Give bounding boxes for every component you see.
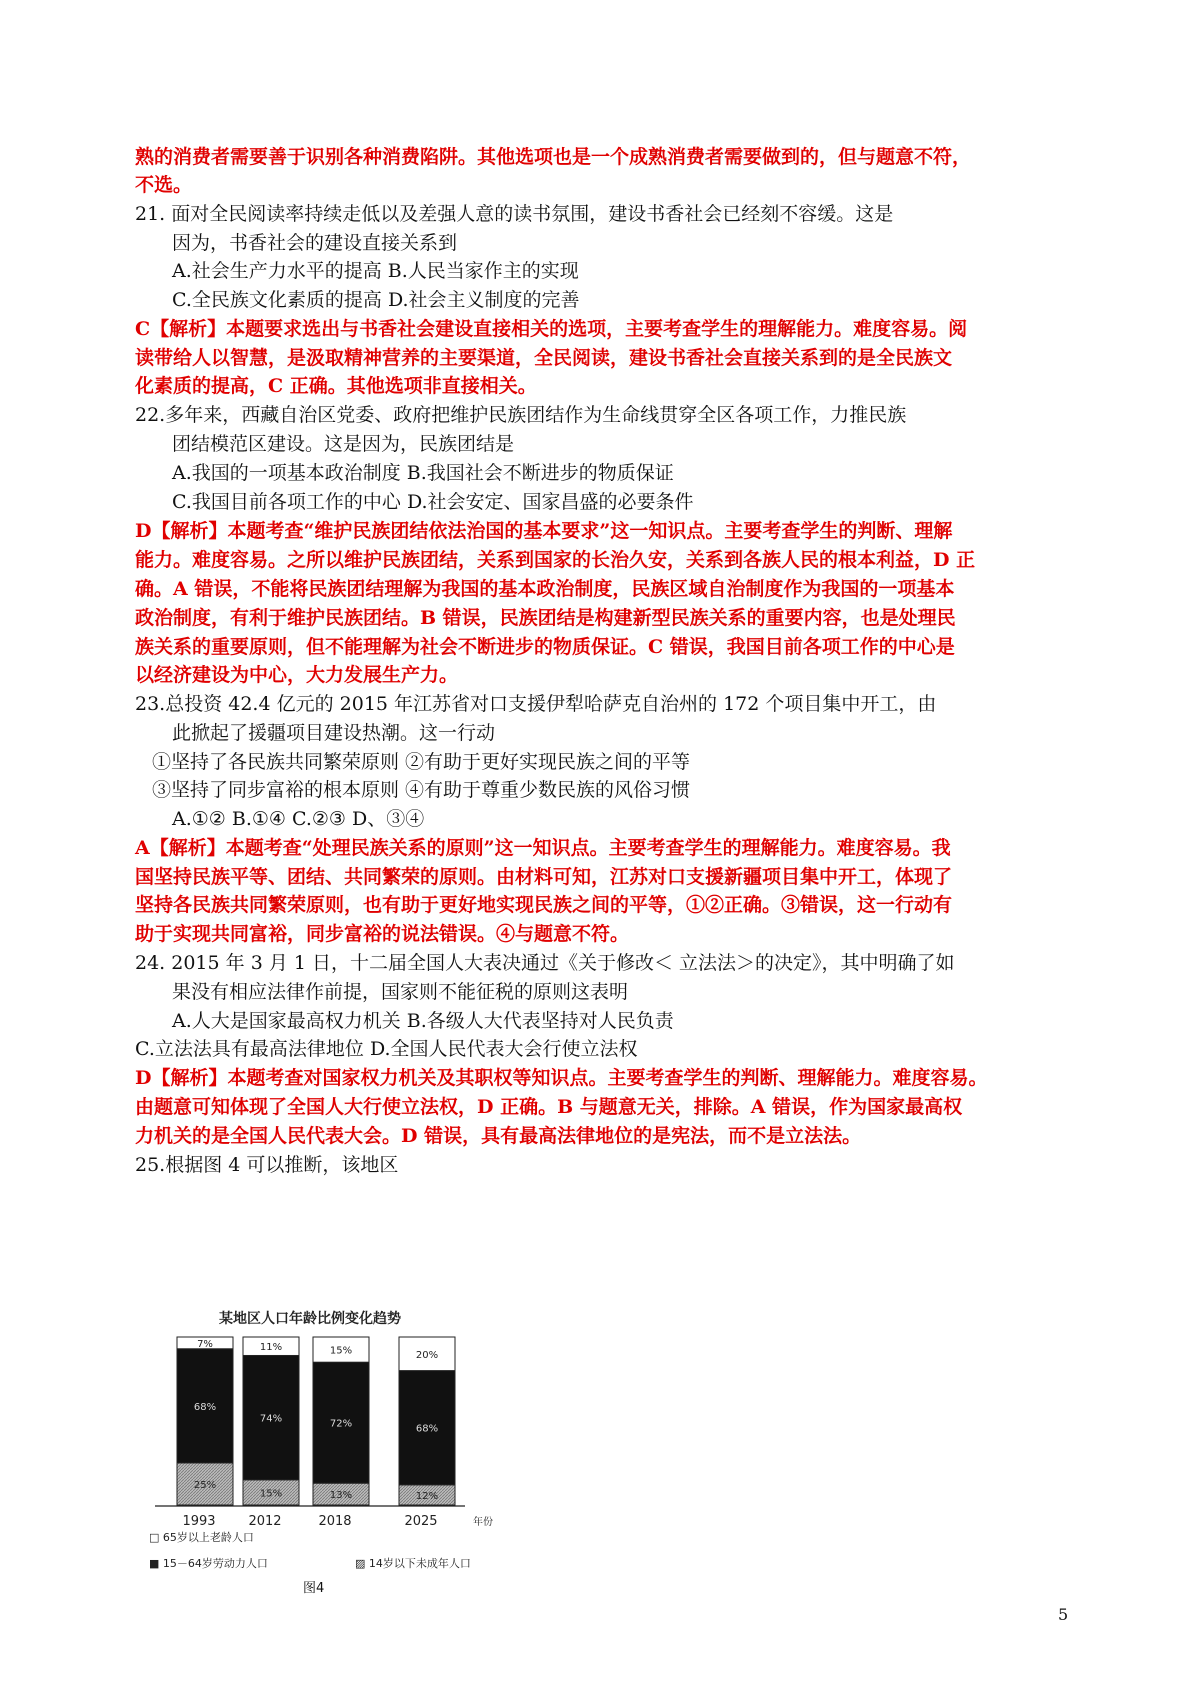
question-line: C.立法法具有最高法律地位 D.全国人民代表大会行使立法权 xyxy=(135,1038,638,1060)
answer-analysis-line: 政治制度，有利于维护民族团结。B 错误，民族团结是构建新型民族关系的重要内容，也是处理民 xyxy=(135,607,956,629)
question-line: 21. 面对全民阅读率持续走低以及差强人意的读书氛围，建设书香社会已经刻不容缓。这是 xyxy=(135,203,894,225)
data-label: 11% xyxy=(259,1342,283,1354)
answer-analysis-line: 族关系的重要原则，但不能理解为社会不断进步的物质保证。C 错误，我国目前各项工作的中心是 xyxy=(135,636,955,658)
data-label: 68% xyxy=(415,1423,439,1435)
data-label: 68% xyxy=(193,1401,217,1413)
answer-analysis-line: 坚持各民族共同繁荣原则，也有助于更好地实现民族之间的平等，①②正确。③错误，这一行动有 xyxy=(135,894,953,916)
answer-analysis-line: 不选。 xyxy=(135,174,193,196)
data-label: 13% xyxy=(329,1490,353,1502)
chart-title: 某地区人口年龄比例变化趋势 xyxy=(219,1311,401,1327)
answer-analysis-line: 熟的消费者需要善于识别各种消费陷阱。其他选项也是一个成熟消费者需要做到的，但与题意不符， xyxy=(135,146,972,168)
answer-analysis-line: 国坚持民族平等、团结、共同繁荣的原则。由材料可知，江苏对口支援新疆项目集中开工，体现了 xyxy=(135,866,953,888)
data-label: 74% xyxy=(259,1413,283,1425)
question-line: 因为，书香社会的建设直接关系到 xyxy=(172,232,458,254)
answer-analysis-line: 助于实现共同富裕，同步富裕的说法错误。④与题意不符。 xyxy=(135,923,630,945)
answer-analysis-line: 力机关的是全国人民代表大会。D 错误，具有最高法律地位的是宪法，而不是立法法。 xyxy=(135,1125,862,1147)
question-line: A.人大是国家最高权力机关 B.各级人大代表坚持对人民负责 xyxy=(172,1010,674,1032)
answer-analysis-line: 能力。难度容易。之所以维护民族团结，关系到国家的长治久安，关系到各族人民的根本利益，D 正 xyxy=(135,549,976,571)
answer-analysis-line: 确。A 错误，不能将民族团结理解为我国的基本政治制度，民族区域自治制度作为我国的一项基本 xyxy=(135,578,955,600)
x-tick-label: 2012 xyxy=(248,1514,282,1529)
data-label: 20% xyxy=(415,1349,439,1361)
question-line: 团结模范区建设。这是因为，民族团结是 xyxy=(172,433,515,455)
data-label: 15% xyxy=(259,1488,283,1500)
data-label: 72% xyxy=(329,1418,353,1430)
question-line: 25.根据图 4 可以推断，该地区 xyxy=(135,1154,399,1176)
answer-analysis-line: 读带给人以智慧，是汲取精神营养的主要渠道，全民阅读，建设书香社会直接关系到的是全民族文 xyxy=(135,347,953,369)
page-number: 5 xyxy=(1058,1605,1069,1624)
data-label: 12% xyxy=(415,1490,439,1502)
question-line: A.我国的一项基本政治制度 B.我国社会不断进步的物质保证 xyxy=(172,462,674,484)
question-line: ①坚持了各民族共同繁荣原则 ②有助于更好实现民族之间的平等 xyxy=(152,751,691,773)
question-line: ③坚持了同步富裕的根本原则 ④有助于尊重少数民族的风俗习惯 xyxy=(152,779,691,801)
answer-analysis-line: D【解析】本题考查对国家权力机关及其职权等知识点。主要考查学生的判断、理解能力。难度容易。 xyxy=(135,1067,988,1089)
population-age-chart xyxy=(145,1305,525,1575)
answer-analysis-line: 由题意可知体现了全国人大行使立法权，D 正确。B 与题意无关，排除。A 错误，作为国家最高权 xyxy=(135,1096,963,1118)
legend-item: □ 65岁以上老龄人口 xyxy=(149,1531,254,1544)
answer-analysis-line: C【解析】本题要求选出与书香社会建设直接相关的选项，主要考查学生的理解能力。难度容易。阅 xyxy=(135,318,968,340)
x-tick-label: 1993 xyxy=(182,1514,216,1529)
data-label: 25% xyxy=(193,1480,217,1491)
legend-item: ■ 15－64岁劳动力人口 xyxy=(149,1557,268,1570)
x-tick-label: 2018 xyxy=(318,1514,352,1529)
chart-caption: 图4 xyxy=(303,1581,325,1596)
question-line: 22.多年来，西藏自治区党委、政府把维护民族团结作为生命线贯穿全区各项工作，力推民族 xyxy=(135,404,907,426)
answer-analysis-line: 化素质的提高，C 正确。其他选项非直接相关。 xyxy=(135,375,537,397)
question-line: A.①② B.①④ C.②③ D、③④ xyxy=(172,808,425,830)
answer-analysis-line: D【解析】本题考查“维护民族团结依法治国的基本要求”这一知识点。主要考查学生的判断、理解 xyxy=(135,520,953,542)
x-axis-unit: 年份 xyxy=(473,1517,493,1528)
question-line: 23.总投资 42.4 亿元的 2015 年江苏省对口支援伊犁哈萨克自治州的 172 个项目集中开工，由 xyxy=(135,693,937,715)
x-tick-label: 2025 xyxy=(404,1514,438,1529)
question-line: 24. 2015 年 3 月 1 日，十二届全国人大表决通过《关于修改＜ 立法法＞的决定》，其中明确了如 xyxy=(135,952,955,974)
legend-item: ▨ 14岁以下未成年人口 xyxy=(355,1557,471,1570)
question-line: C.全民族文化素质的提高 D.社会主义制度的完善 xyxy=(172,289,580,311)
answer-analysis-line: 以经济建设为中心，大力发展生产力。 xyxy=(135,664,459,686)
question-line: 此掀起了援疆项目建设热潮。这一行动 xyxy=(172,722,496,744)
answer-analysis-line: A【解析】本题考查“处理民族关系的原则”这一知识点。主要考查学生的理解能力。难度容易。我 xyxy=(135,837,951,859)
question-line: 果没有相应法律作前提，国家则不能征税的原则这表明 xyxy=(172,981,629,1003)
question-line: C.我国目前各项工作的中心 D.社会安定、国家昌盛的必要条件 xyxy=(172,491,694,513)
data-label: 15% xyxy=(329,1345,353,1357)
data-label: 7% xyxy=(197,1338,213,1350)
question-line: A.社会生产力水平的提高 B.人民当家作主的实现 xyxy=(172,260,579,282)
